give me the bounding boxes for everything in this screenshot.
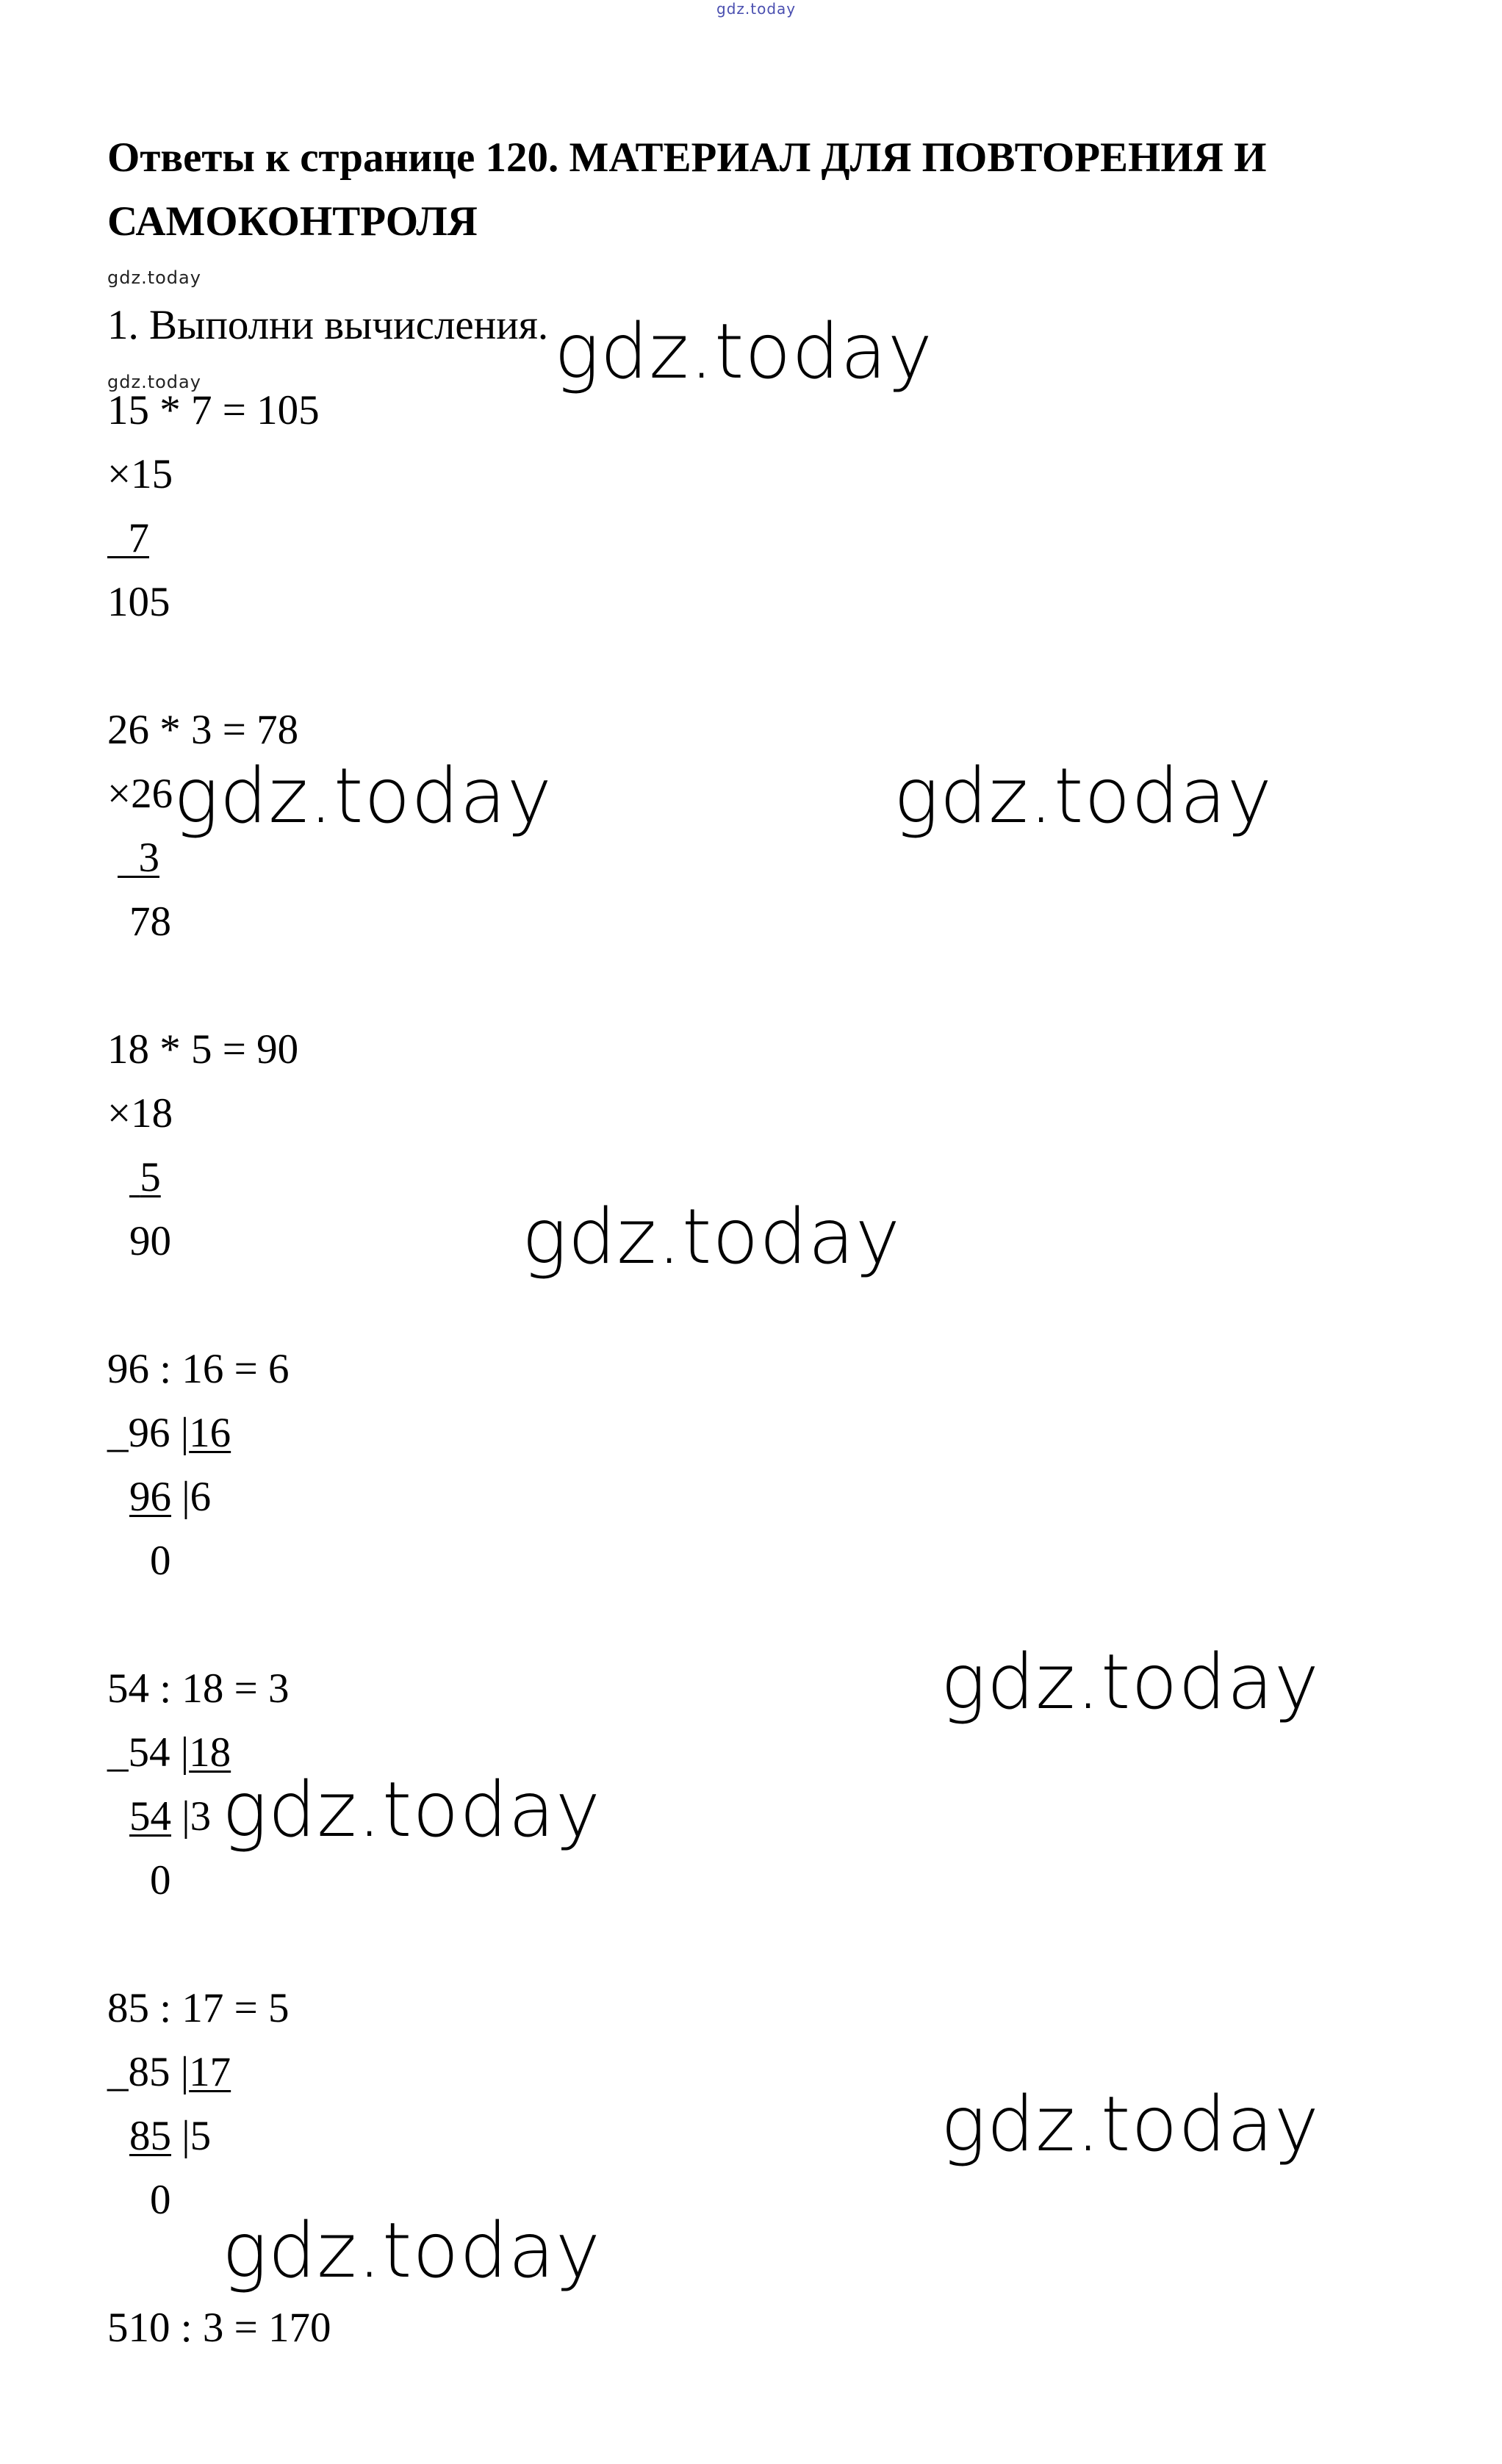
calc2-row2-text: 3	[138, 835, 159, 881]
calc4-subtrahend: 96	[129, 1474, 171, 1520]
watermark-3: gdz.today	[894, 752, 1273, 840]
calc3-row1: ×18	[107, 1090, 173, 1136]
calc5-remainder: 0	[150, 1857, 171, 1903]
calc3-expression: 18 * 5 = 90	[107, 1026, 299, 1073]
calc6-remainder: 0	[150, 2177, 171, 2223]
calc4-dividend: _96 |	[107, 1410, 190, 1456]
calc1-row1: ×15	[107, 451, 173, 497]
watermark-6: gdz.today	[222, 1766, 601, 1854]
page-title-line-1: Ответы к странице 120. МАТЕРИАЛ ДЛЯ ПОВТОРЕНИЯ И	[107, 134, 1267, 181]
calc5-subtrahend: 54	[129, 1793, 171, 1840]
calc3-row2	[129, 1156, 161, 1198]
calc6-divisor: 17	[189, 2049, 231, 2095]
calc4-row2	[129, 1476, 211, 1518]
watermark-1: gdz.today	[554, 308, 933, 396]
calc5-expression: 54 : 18 = 3	[107, 1665, 290, 1712]
watermark-4: gdz.today	[522, 1193, 901, 1281]
calc7-expression: 510 : 3 = 170	[107, 2305, 331, 2351]
calc4-remainder: 0	[150, 1538, 171, 1584]
calc5-divisor: 18	[189, 1729, 231, 1776]
calc2-expression: 26 * 3 = 78	[107, 707, 299, 753]
calc2-row3: 78	[129, 898, 171, 945]
watermark-5: gdz.today	[941, 1638, 1320, 1726]
watermark-small-1: gdz.today	[107, 267, 201, 288]
calc3-row2-text: 5	[140, 1154, 161, 1200]
watermark-2: gdz.today	[173, 752, 553, 840]
calc6-row1	[107, 2051, 231, 2093]
calc5-dividend: _54 |	[107, 1729, 190, 1776]
calc5-row1	[107, 1729, 231, 1776]
calc1-expression: 15 * 7 = 105	[107, 387, 320, 433]
calc4-quotient: |6	[171, 1474, 212, 1520]
calc6-dividend: _85 |	[107, 2049, 190, 2095]
calc5-quotient: |3	[171, 1793, 212, 1840]
calc5-row2	[129, 1793, 212, 1840]
calc6-expression: 85 : 17 = 5	[107, 1985, 290, 2031]
calc6-quotient: |5	[171, 2113, 212, 2159]
watermark-small-2: gdz.today	[107, 372, 201, 392]
watermark-7: gdz.today	[941, 2081, 1320, 2169]
watermark-8: gdz.today	[222, 2207, 601, 2295]
calc1-row2-text: 7	[128, 515, 149, 561]
calc2-row1: ×26	[107, 771, 173, 817]
calc4-row1	[107, 1412, 231, 1454]
calc3-row3: 90	[129, 1218, 171, 1264]
calc2-row2	[118, 837, 159, 879]
calc1-row2	[107, 517, 149, 559]
page-title-line-2: САМОКОНТРОЛЯ	[107, 198, 478, 245]
calc6-row2	[129, 2115, 211, 2157]
calc4-divisor: 16	[189, 1410, 231, 1456]
calc1-row3: 105	[107, 579, 170, 625]
calc6-subtrahend: 85	[129, 2113, 171, 2159]
calc4-expression: 96 : 16 = 6	[107, 1346, 290, 1392]
watermark-top: gdz.today	[716, 0, 797, 18]
task-heading: 1. Выполни вычисления.	[107, 302, 549, 348]
